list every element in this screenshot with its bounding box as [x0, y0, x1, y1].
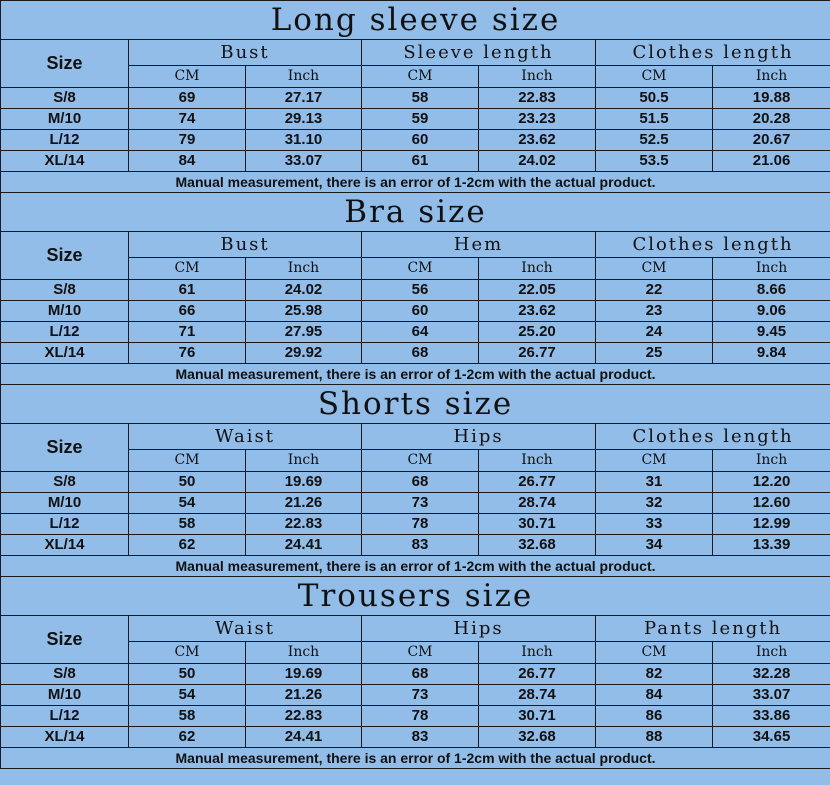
- unit-header: Inch: [246, 66, 362, 88]
- measurement-cell: 76: [129, 343, 246, 364]
- measurement-cell: 25.98: [246, 301, 362, 322]
- measurement-cell: 79: [129, 130, 246, 151]
- table-row: [1, 151, 830, 172]
- group-header-row: [1, 616, 830, 642]
- measurement-cell: 21.06: [713, 151, 830, 172]
- measurement-group-header: Bust: [129, 40, 362, 66]
- measurement-cell: 29.92: [246, 343, 362, 364]
- measurement-cell: 56: [362, 280, 479, 301]
- size-column-header: Size: [1, 424, 129, 472]
- unit-header: CM: [596, 66, 713, 88]
- note-row: [1, 556, 830, 577]
- measurement-cell: 32.68: [479, 727, 596, 748]
- size-label-cell: L/12: [1, 322, 129, 343]
- unit-header: CM: [129, 450, 246, 472]
- table-row: [1, 664, 830, 685]
- measurement-cell: 52.5: [596, 130, 713, 151]
- measurement-note: Manual measurement, there is an error of 1-2cm with the actual product.: [1, 172, 830, 193]
- measurement-cell: 82: [596, 664, 713, 685]
- measurement-cell: 12.20: [713, 472, 830, 493]
- unit-header: Inch: [479, 258, 596, 280]
- measurement-cell: 28.74: [479, 685, 596, 706]
- measurement-group-header: Sleeve length: [362, 40, 596, 66]
- size-label-cell: XL/14: [1, 343, 129, 364]
- section-title: Long sleeve size: [1, 1, 830, 40]
- measurement-cell: 9.84: [713, 343, 830, 364]
- group-header-row: [1, 232, 830, 258]
- measurement-cell: 68: [362, 343, 479, 364]
- measurement-cell: 33: [596, 514, 713, 535]
- unit-header: CM: [129, 642, 246, 664]
- measurement-cell: 20.67: [713, 130, 830, 151]
- measurement-cell: 19.88: [713, 88, 830, 109]
- unit-header: CM: [596, 450, 713, 472]
- section-title-row: [1, 193, 830, 232]
- table-row: [1, 109, 830, 130]
- measurement-cell: 68: [362, 472, 479, 493]
- table-row: [1, 130, 830, 151]
- measurement-cell: 73: [362, 493, 479, 514]
- size-label-cell: M/10: [1, 685, 129, 706]
- size-label-cell: L/12: [1, 514, 129, 535]
- measurement-group-header: Waist: [129, 424, 362, 450]
- table-row: [1, 685, 830, 706]
- size-column-header: Size: [1, 616, 129, 664]
- measurement-group-header: Waist: [129, 616, 362, 642]
- measurement-cell: 21.26: [246, 493, 362, 514]
- measurement-group-header: Hem: [362, 232, 596, 258]
- size-label-cell: M/10: [1, 301, 129, 322]
- measurement-group-header: Pants length: [596, 616, 830, 642]
- measurement-cell: 31: [596, 472, 713, 493]
- measurement-cell: 9.06: [713, 301, 830, 322]
- measurement-cell: 8.66: [713, 280, 830, 301]
- unit-header: CM: [362, 258, 479, 280]
- measurement-cell: 78: [362, 514, 479, 535]
- measurement-cell: 27.17: [246, 88, 362, 109]
- measurement-cell: 26.77: [479, 343, 596, 364]
- measurement-cell: 22: [596, 280, 713, 301]
- measurement-cell: 60: [362, 301, 479, 322]
- table-row: [1, 727, 830, 748]
- measurement-cell: 23.62: [479, 301, 596, 322]
- measurement-cell: 58: [129, 706, 246, 727]
- measurement-cell: 88: [596, 727, 713, 748]
- unit-header: CM: [129, 258, 246, 280]
- section-title-row: [1, 385, 830, 424]
- measurement-cell: 83: [362, 535, 479, 556]
- measurement-cell: 58: [362, 88, 479, 109]
- size-column-header: Size: [1, 232, 129, 280]
- measurement-cell: 33.07: [246, 151, 362, 172]
- measurement-cell: 22.83: [246, 514, 362, 535]
- measurement-cell: 51.5: [596, 109, 713, 130]
- measurement-cell: 34.65: [713, 727, 830, 748]
- table-row: [1, 322, 830, 343]
- measurement-cell: 28.74: [479, 493, 596, 514]
- measurement-cell: 27.95: [246, 322, 362, 343]
- unit-header: CM: [596, 258, 713, 280]
- measurement-cell: 50: [129, 664, 246, 685]
- size-label-cell: M/10: [1, 109, 129, 130]
- size-label-cell: M/10: [1, 493, 129, 514]
- measurement-group-header: Clothes length: [596, 424, 830, 450]
- measurement-cell: 69: [129, 88, 246, 109]
- measurement-group-header: Hips: [362, 616, 596, 642]
- measurement-cell: 61: [362, 151, 479, 172]
- unit-header: CM: [362, 450, 479, 472]
- table-row: [1, 514, 830, 535]
- table-row: [1, 301, 830, 322]
- measurement-cell: 30.71: [479, 706, 596, 727]
- size-label-cell: XL/14: [1, 151, 129, 172]
- measurement-cell: 68: [362, 664, 479, 685]
- measurement-cell: 73: [362, 685, 479, 706]
- measurement-cell: 84: [596, 685, 713, 706]
- measurement-cell: 66: [129, 301, 246, 322]
- unit-header: Inch: [479, 450, 596, 472]
- measurement-cell: 12.60: [713, 493, 830, 514]
- measurement-cell: 24.41: [246, 727, 362, 748]
- section-title: Trousers size: [1, 577, 830, 616]
- size-label-cell: XL/14: [1, 535, 129, 556]
- measurement-cell: 58: [129, 514, 246, 535]
- measurement-cell: 60: [362, 130, 479, 151]
- measurement-cell: 21.26: [246, 685, 362, 706]
- measurement-cell: 53.5: [596, 151, 713, 172]
- measurement-cell: 64: [362, 322, 479, 343]
- measurement-group-header: Hips: [362, 424, 596, 450]
- size-label-cell: L/12: [1, 706, 129, 727]
- section-title: Bra size: [1, 193, 830, 232]
- unit-header: CM: [362, 66, 479, 88]
- size-column-header: Size: [1, 40, 129, 88]
- measurement-cell: 24.02: [246, 280, 362, 301]
- measurement-cell: 12.99: [713, 514, 830, 535]
- measurement-cell: 13.39: [713, 535, 830, 556]
- group-header-row: [1, 424, 830, 450]
- size-label-cell: S/8: [1, 280, 129, 301]
- measurement-cell: 74: [129, 109, 246, 130]
- measurement-cell: 26.77: [479, 664, 596, 685]
- measurement-cell: 26.77: [479, 472, 596, 493]
- measurement-cell: 32.28: [713, 664, 830, 685]
- measurement-cell: 19.69: [246, 472, 362, 493]
- unit-header: Inch: [713, 66, 830, 88]
- measurement-cell: 32: [596, 493, 713, 514]
- measurement-cell: 84: [129, 151, 246, 172]
- table-row: [1, 280, 830, 301]
- measurement-cell: 23.23: [479, 109, 596, 130]
- note-row: [1, 172, 830, 193]
- measurement-cell: 24.41: [246, 535, 362, 556]
- measurement-cell: 62: [129, 727, 246, 748]
- measurement-cell: 20.28: [713, 109, 830, 130]
- size-label-cell: L/12: [1, 130, 129, 151]
- measurement-group-header: Clothes length: [596, 40, 830, 66]
- measurement-cell: 23: [596, 301, 713, 322]
- measurement-cell: 9.45: [713, 322, 830, 343]
- size-label-cell: XL/14: [1, 727, 129, 748]
- section-title-row: [1, 1, 830, 40]
- measurement-cell: 59: [362, 109, 479, 130]
- measurement-note: Manual measurement, there is an error of 1-2cm with the actual product.: [1, 748, 830, 769]
- unit-header: CM: [129, 66, 246, 88]
- table-row: [1, 493, 830, 514]
- measurement-cell: 33.86: [713, 706, 830, 727]
- measurement-group-header: Bust: [129, 232, 362, 258]
- measurement-note: Manual measurement, there is an error of 1-2cm with the actual product.: [1, 556, 830, 577]
- measurement-cell: 22.83: [479, 88, 596, 109]
- measurement-cell: 25.20: [479, 322, 596, 343]
- unit-header: Inch: [479, 642, 596, 664]
- measurement-cell: 50.5: [596, 88, 713, 109]
- unit-header: Inch: [479, 66, 596, 88]
- unit-header: Inch: [246, 642, 362, 664]
- section-title: Shorts size: [1, 385, 830, 424]
- measurement-cell: 50: [129, 472, 246, 493]
- measurement-note: Manual measurement, there is an error of 1-2cm with the actual product.: [1, 364, 830, 385]
- measurement-cell: 24: [596, 322, 713, 343]
- measurement-cell: 86: [596, 706, 713, 727]
- section-title-row: [1, 577, 830, 616]
- unit-header: Inch: [246, 450, 362, 472]
- table-row: [1, 535, 830, 556]
- table-row: [1, 343, 830, 364]
- group-header-row: [1, 40, 830, 66]
- size-label-cell: S/8: [1, 472, 129, 493]
- unit-header: Inch: [713, 642, 830, 664]
- measurement-cell: 62: [129, 535, 246, 556]
- unit-header: Inch: [713, 450, 830, 472]
- note-row: [1, 748, 830, 769]
- measurement-cell: 83: [362, 727, 479, 748]
- note-row: [1, 364, 830, 385]
- measurement-cell: 71: [129, 322, 246, 343]
- measurement-cell: 22.05: [479, 280, 596, 301]
- measurement-cell: 34: [596, 535, 713, 556]
- measurement-cell: 32.68: [479, 535, 596, 556]
- measurement-cell: 54: [129, 685, 246, 706]
- unit-header: CM: [362, 642, 479, 664]
- measurement-cell: 25: [596, 343, 713, 364]
- measurement-cell: 29.13: [246, 109, 362, 130]
- measurement-cell: 31.10: [246, 130, 362, 151]
- measurement-cell: 24.02: [479, 151, 596, 172]
- unit-header: CM: [596, 642, 713, 664]
- measurement-cell: 54: [129, 493, 246, 514]
- size-label-cell: S/8: [1, 664, 129, 685]
- size-label-cell: S/8: [1, 88, 129, 109]
- measurement-cell: 33.07: [713, 685, 830, 706]
- measurement-cell: 30.71: [479, 514, 596, 535]
- unit-header: Inch: [246, 258, 362, 280]
- measurement-cell: 22.83: [246, 706, 362, 727]
- measurement-cell: 19.69: [246, 664, 362, 685]
- table-row: [1, 706, 830, 727]
- table-row: [1, 88, 830, 109]
- measurement-cell: 78: [362, 706, 479, 727]
- measurement-cell: 61: [129, 280, 246, 301]
- unit-header: Inch: [713, 258, 830, 280]
- measurement-group-header: Clothes length: [596, 232, 830, 258]
- table-row: [1, 472, 830, 493]
- measurement-cell: 23.62: [479, 130, 596, 151]
